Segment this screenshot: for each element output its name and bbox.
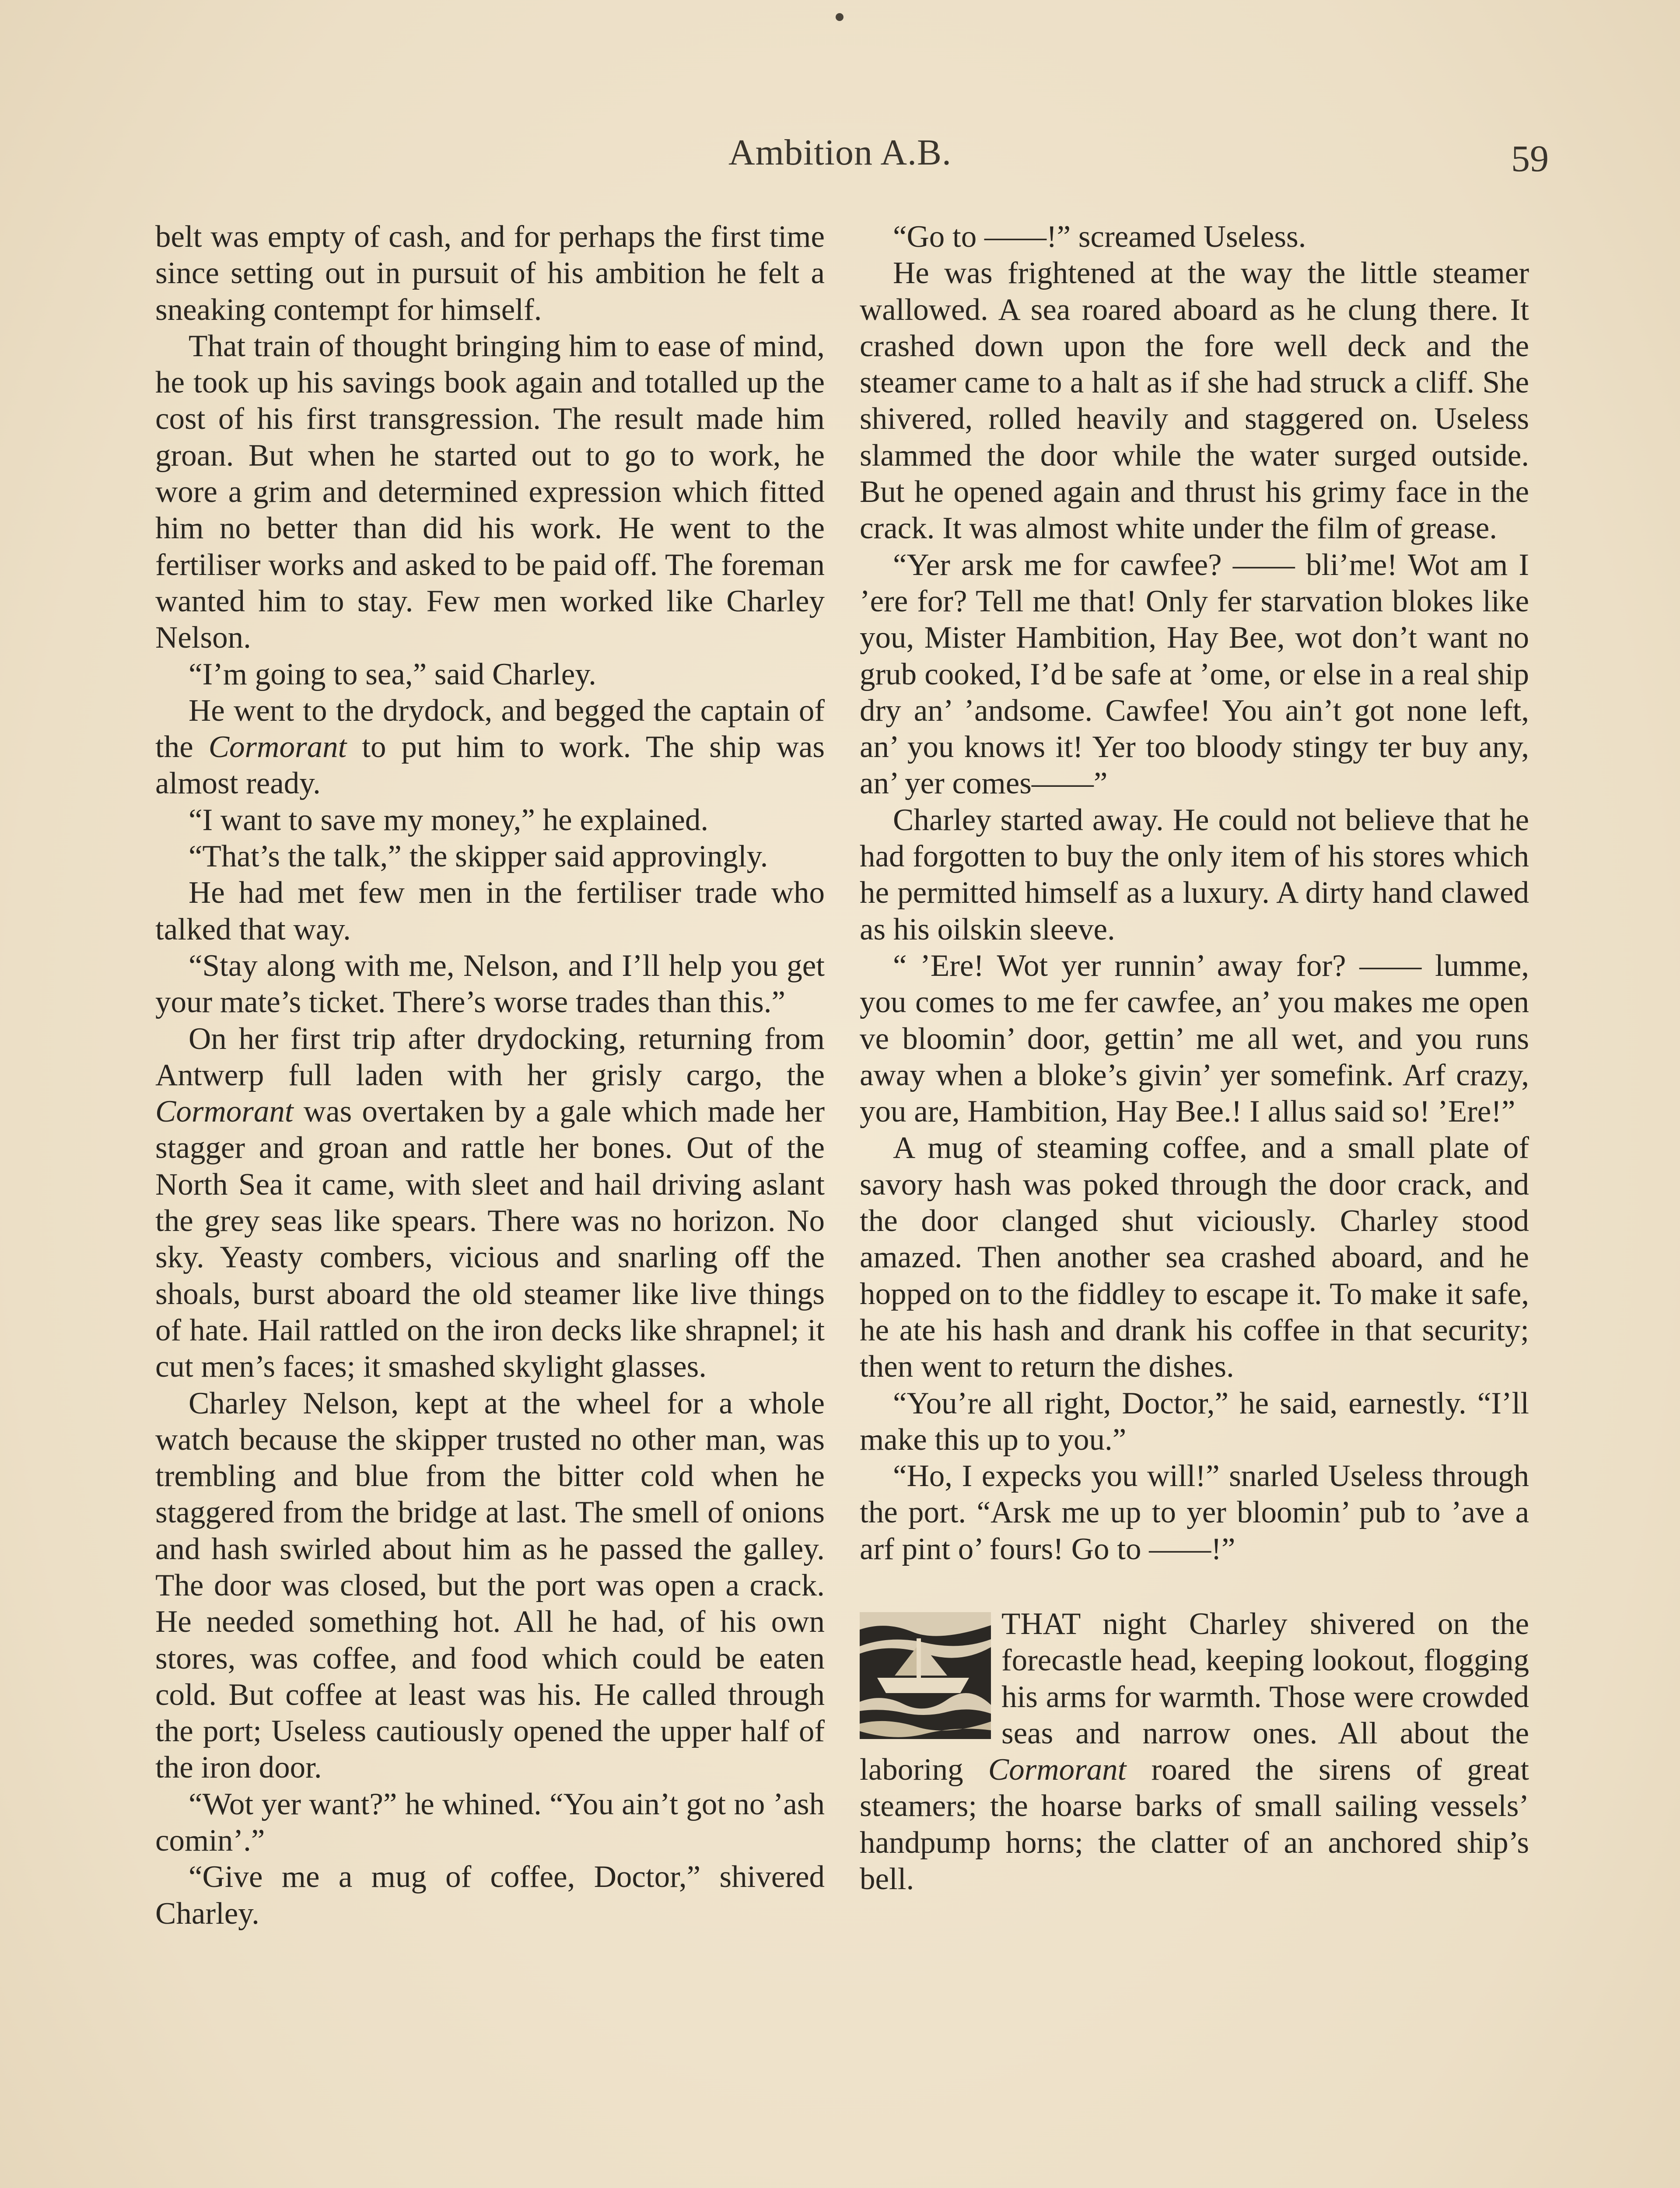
ship-name: Cormorant: [208, 730, 347, 764]
paragraph: [155, 693, 825, 802]
paragraph: “Yer arsk me for cawfee? —— bli’me! Wot am I ’ere for? Tell me that! Only fer starvation blokes like you, Mister Hambition, Hay Bee, wot don’t want no grub cooked, I’d be safe at ’ome, or else in a real ship dry an’ ’andsome. Cawfee! You ain’t got none left, an’ you knows it! Yer too bloody stingy ter buy any, an’ yer comes——”: [860, 547, 1529, 801]
paragraph: “That’s the talk,” the skipper said approvingly.: [189, 839, 768, 874]
text-run: He went to the drydock, and begged the captain of the: [155, 693, 825, 764]
paragraph: [155, 1021, 825, 1385]
paragraph: Charley Nelson, kept at the wheel for a whole watch because the skipper trusted no other man, was trembling and blue from the bitter cold when he staggered from the bridge at last. The smell of onions and hash swirled about him as he passed the galley. The door was closed, but the port was open a crack. He needed something hot. All he had, of his own stores, was coffee, and food which could be eaten cold. But coffee at least was his. He called through the port; Useless cautiously opened the upper half of the iron door.: [155, 1386, 825, 1785]
paragraph: “I’m going to sea,” said Charley.: [189, 657, 596, 691]
paragraph: belt was empty of cash, and for perhaps the first time since setting out in pursuit of his ambition he felt a sneaking contempt for himself.: [155, 220, 825, 327]
left-column: [155, 219, 825, 2188]
text-run: to put him to work. The ship was almost ready.: [155, 730, 825, 801]
paragraph: “Ho, I expecks you will!” snarled Useless through the port. “Arsk me up to yer bloomin’ pub to ’ave a arf pint o’ fours! Go to ——!”: [860, 1459, 1529, 1566]
ship-at-sea-woodcut-icon: [860, 1612, 991, 1739]
paragraph: “You’re all right, Doctor,” he said, earnestly. “I’ll make this up to you.”: [860, 1386, 1529, 1457]
paragraph: “ ’Ere! Wot yer runnin’ away for? —— lumme, you comes to me fer cawfee, an’ you makes me open ve bloomin’ door, gettin’ me all wet, and you runs away when a bloke’s givin’ yer somefink. Arf crazy, you are, Hambition, Hay Bee.! I allus said so! ’Ere!”: [860, 948, 1529, 1129]
text-run: On her first trip after drydocking, returning from Antwerp full laden with her grisly cargo, the: [155, 1021, 825, 1092]
paragraph: He was frightened at the way the little steamer wallowed. A sea roared aboard as he clung there. It crashed down upon the fore well deck and the steamer came to a halt as if she had struck a cliff. She shivered, rolled heavily and staggered on. Useless slammed the door while the water surged outside. But he opened again and thrust his grimy face in the crack. It was almost white under the film of grease.: [860, 256, 1529, 546]
section-opening-paragraph: [860, 1606, 1529, 1897]
paragraph: “Give me a mug of coffee, Doctor,” shivered Charley.: [155, 1860, 825, 1931]
paragraph: A mug of steaming coffee, and a small plate of savory hash was poked through the door crack, and the door clanged shut viciously. Charley stood amazed. Then another sea crashed aboard, and he hopped on to the fiddley to escape it. To make it safe, he ate his hash and drank his coffee in that security; then went to return the dishes.: [860, 1131, 1529, 1384]
paragraph: That train of thought bringing him to ease of mind, he took up his savings book again and totalled up the cost of his first transgression. The result made him groan. But when he started out to go to work, he wore a grim and determined expression which fitted him no better than did his work. He went to the fertiliser works and asked to be paid off. The foreman wanted him to stay. Few men worked like Charley Nelson.: [155, 329, 825, 655]
running-title: Ambition A.B.: [728, 132, 952, 173]
text-run: roared the sirens of great steamers; the hoarse barks of small sailing vessels’ handpump horns; the clatter of an anchored ship’s bell.: [860, 1753, 1529, 1897]
paragraph: “I want to save my money,” he explained.: [189, 803, 709, 837]
paragraph: “Wot yer want?” he whined. “You ain’t got no ’ash comin’.”: [155, 1787, 825, 1858]
paragraph: “Go to ——!” screamed Useless.: [893, 220, 1306, 254]
page-number: 59: [1511, 137, 1549, 179]
text-run: THAT night Charley shivered on the forecastle head, keeping lookout, flogging his arms for warmth. Those were crowded seas and narrow ones. All about the laboring: [860, 1606, 1529, 1787]
section-break: [860, 1567, 1529, 1606]
right-column: [860, 219, 1529, 2188]
ship-name: Cormorant: [988, 1753, 1127, 1787]
paragraph: Charley started away. He could not believe that he had forgotten to buy the only item of his stores which he permitted himself as a luxury. A dirty hand clawed as his oilskin sleeve.: [860, 803, 1529, 947]
paragraph: He had met few men in the fertiliser trade who talked that way.: [155, 876, 825, 947]
paragraph: “Stay along with me, Nelson, and I’ll help you get your mate’s ticket. There’s worse trades than this.”: [155, 948, 825, 1020]
staple-mark: [836, 13, 844, 21]
ship-name: Cormorant: [155, 1094, 294, 1129]
text-run: was overtaken by a gale which made her stagger and groan and rattle her bones. Out of the North Sea it came, with sleet and hail driving aslant the grey seas like spears. There was no horizon. No sky. Yeasty combers, vicious and snarling off the shoals, burst aboard the old steamer like live things of hate. Hail rattled on the iron decks like shrapnel; it cut men’s faces; it smashed skylight glasses.: [155, 1094, 825, 1384]
